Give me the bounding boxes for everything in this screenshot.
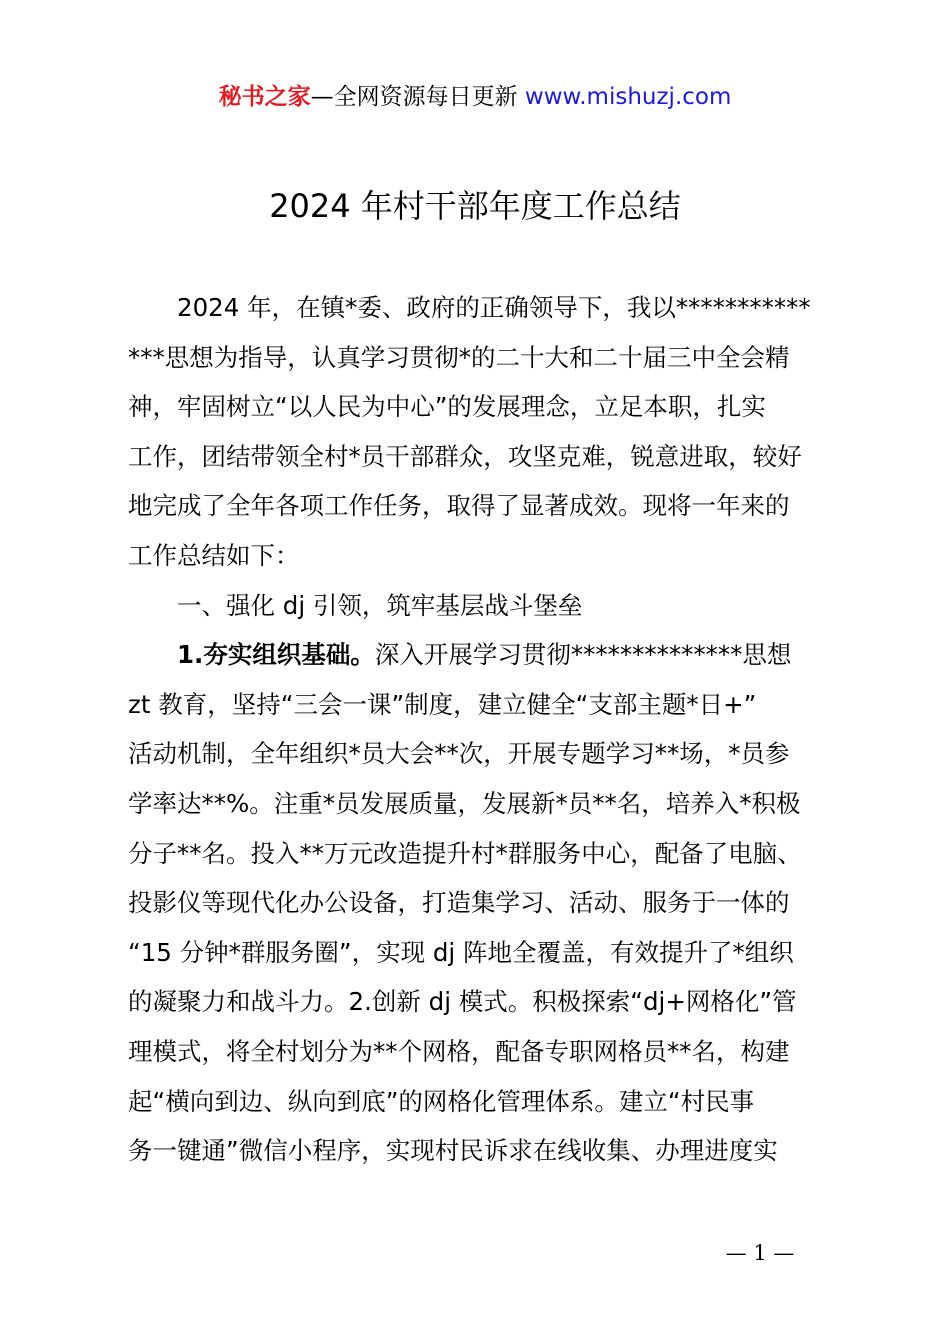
- site-brand: 秘书之家: [218, 84, 311, 110]
- body-line: [128, 630, 838, 680]
- site-banner: [0, 80, 950, 114]
- subsection-heading: 1.夯实组织基础。: [177, 640, 375, 670]
- body-line: 学率达**%。注重*员发展质量，发展新*员**名，培养入*积极: [128, 788, 801, 818]
- body-line: 分子**名。投入**万元改造提升村*群服务中心，配备了电脑、: [128, 838, 802, 868]
- body-line: 工作，团结带领全村*员干部群众，攻坚克难，锐意进取，较好: [128, 441, 802, 471]
- body-line: 2024 年，在镇*委、政府的正确领导下，我以***********: [177, 293, 811, 322]
- page-number: — 1 —: [725, 1241, 795, 1265]
- body-line: 的凝聚力和战斗力。2.创新 dj 模式。积极探索“dj+网格化”管: [128, 987, 797, 1017]
- site-url[interactable]: www.mishuzj.com: [524, 84, 732, 110]
- body-line: 神，牢固树立“以人民为中心”的发展理念，立足本职，扎实: [128, 392, 766, 422]
- body-line-text: 深入开展学习贯彻**************思想: [374, 640, 792, 670]
- site-tagline: —全网资源每日更新: [310, 84, 518, 110]
- body-line: 活动机制，全年组织*员大会**次，开展专题学习**场，*员参: [128, 739, 790, 769]
- body-line: “15 分钟*群服务圈”，实现 dj 阵地全覆盖，有效提升了*组织: [128, 937, 794, 967]
- body-line: 地完成了全年各项工作任务，取得了显著成效。现将一年来的: [128, 491, 790, 521]
- body-line: zt 教育，坚持“三会一课”制度，建立健全“支部主题*日+”: [128, 689, 757, 719]
- body-line: 务一键通”微信小程序，实现村民诉求在线收集、办理进度实: [128, 1136, 778, 1166]
- body-line: 投影仪等现代化办公设备，打造集学习、活动、服务于一体的: [128, 888, 790, 918]
- body-line: 理模式，将全村划分为**个网格，配备专职网格员**名，构建: [128, 1036, 790, 1066]
- body-line: ***思想为指导，认真学习贯彻*的二十大和二十届三中全会精: [128, 342, 790, 372]
- body-line: 起“横向到边、纵向到底”的网格化管理体系。建立“村民事: [128, 1086, 755, 1116]
- document-body: [128, 283, 838, 1176]
- section-heading: 一、强化 dj 引领，筑牢基层战斗堡垒: [177, 590, 583, 620]
- document-title: 2024 年村干部年度工作总结: [269, 187, 681, 225]
- body-line: 工作总结如下：: [128, 540, 300, 570]
